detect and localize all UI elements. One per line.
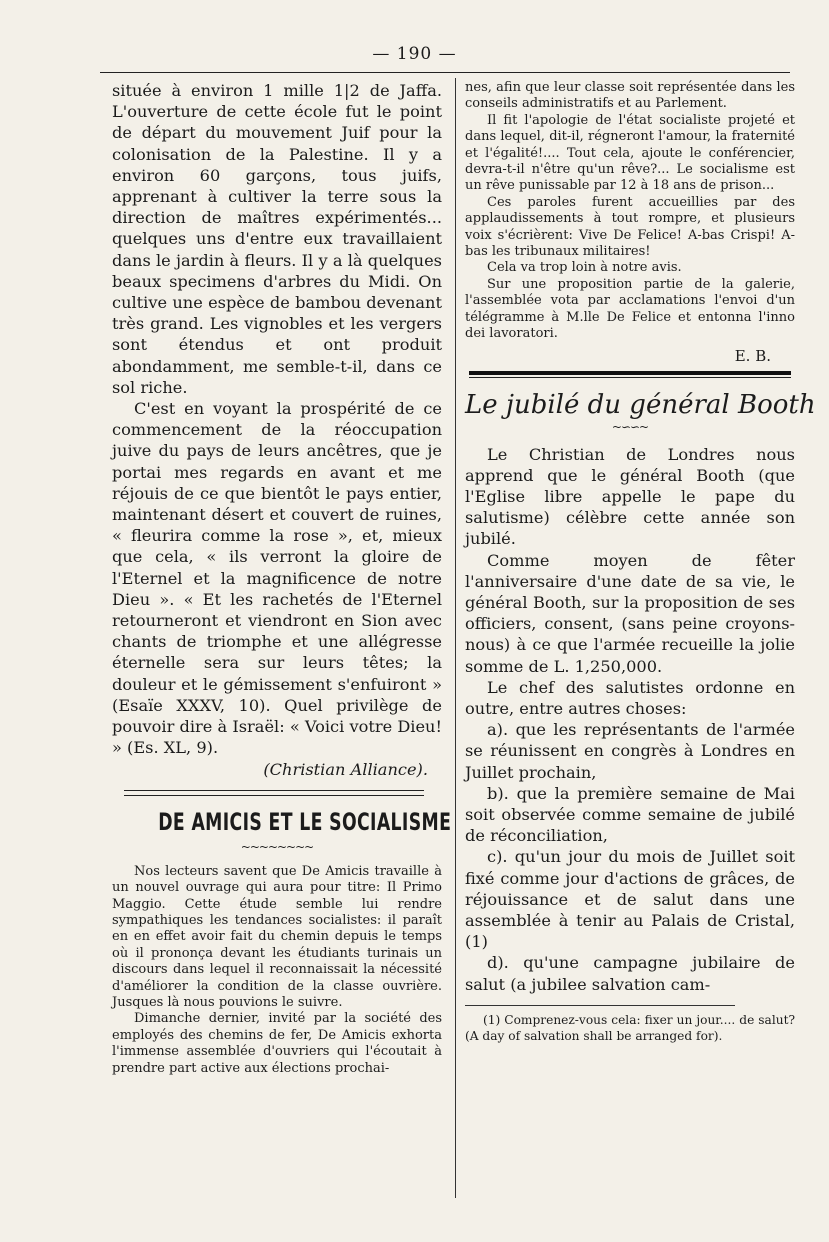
article2-paragraph: Dimanche dernier, invité par la société des employés des chemins de fer, De Amicis exhorta l'immense assemblée d'ouvriers qui l'écoutait à prendre part active aux élections prochai- bbox=[112, 1011, 442, 1076]
footnote-rule bbox=[465, 1005, 735, 1006]
title-ornament: ~~~~~~~~ bbox=[240, 839, 314, 854]
article3-title: Le jubilé du général Booth bbox=[465, 389, 816, 420]
article2-paragraph: Il fit l'apologie de l'état socialiste projeté et dans lequel, dit-il, régneront l'amour, la fraternité et l'égalité!.... Tout cela, ajoute le conférencier, devra-t-il n'être qu'un rêve?... Le socialisme est un rêve punissable par 12 à 18 ans de prison... bbox=[465, 112, 795, 194]
article2-paragraph: nes, afin que leur classe soit représentée dans les conseils administratifs et au Parlement. bbox=[465, 80, 795, 112]
article3-list-item: b). que la première semaine de Mai soit observée comme semaine de jubilé de réconciliation, bbox=[465, 783, 795, 846]
right-column bbox=[465, 80, 816, 1044]
article-separator bbox=[469, 377, 791, 378]
article-separator bbox=[469, 371, 791, 375]
left-column bbox=[112, 80, 452, 1077]
article3-list-item: a). que les représentants de l'armée se réunissent en congrès à Londres en Juillet prochain, bbox=[465, 720, 795, 782]
article2-paragraph: Nos lecteurs savent que De Amicis travaille à un nouvel ouvrage qui aura pour titre: Il Primo Maggio. Cette étude semble lui rendre sympathiques les tendances socialistes: il paraît en en effet avoir fait du chemin depuis le temps où il prononça devant les étudiants turinais un discours dans lequel il reconnaissait la nécessité d'améliorer la condition de la classe ouvrière. Jusques là nous pouvions le suivre. bbox=[112, 863, 442, 1010]
article3-list-item: c). qu'un jour du mois de Juillet soit fixé comme jour d'actions de grâces, de réjouissance et de salut dans une assemblée à tenir au Palais de Cristal, (1) bbox=[465, 847, 795, 952]
column-divider bbox=[455, 78, 456, 1198]
article2-paragraph: Sur une proposition partie de la galerie, l'assemblée vota par acclamations l'envoi d'un télégramme à M.lle De Felice et entonna l'inno dei lavoratori. bbox=[465, 276, 795, 342]
article3-list-item: d). qu'une campagne jubilaire de salut (a jubilee salvation cam- bbox=[465, 953, 795, 994]
article2-paragraph: Ces paroles furent accueillies par des applaudissements à tout rompre, et plusieurs voix s'écrièrent: Vive De Felice! A-bas Crispi! A-bas les tribunaux militaires! bbox=[465, 194, 795, 260]
header-rule bbox=[100, 72, 790, 73]
title-ornament: ~∽∽~ bbox=[611, 419, 649, 434]
article2-paragraph: Cela va trop loin à notre avis. bbox=[487, 260, 682, 276]
article3-paragraph: Le chef des salutistes ordonne en outre, entre autres choses: bbox=[465, 677, 795, 718]
article1-attribution: (Christian Alliance). bbox=[263, 759, 428, 779]
article1-paragraph: située à environ 1 mille 1|2 de Jaffa. L'ouverture de cette école fut le point de départ du mouvement Juif pour la colonisation de la Palestine. Il y a environ 60 garçons, tous juifs, apprenant à cultiver la terre sous la direction de maîtres expérimentés... quelques uns d'entre eux travaillaient dans le jardin à fleurs. Il y a là quelques beaux specimens d'arbres du Midi. On cultive une espèce de bambou devenant très grand. Les vignobles et les vergers sont étendus et ont produit abondamment, me semble-t-il, dans ce sol riche. bbox=[112, 81, 442, 397]
footnote: (1) Comprenez-vous cela: fixer un jour.... de salut? (A day of salvation shall be arranged for). bbox=[465, 1012, 795, 1043]
article3-paragraph: Comme moyen de fêter l'anniversaire d'une date de sa vie, le général Booth, sur la proposition de ses officiers, consent, (sans peine croyons-nous) à ce que l'armée recueille la jolie somme de L. 1,250,000. bbox=[465, 550, 795, 676]
article-separator bbox=[124, 790, 424, 796]
article3-paragraph: Le Christian de Londres nous apprend que le général Booth (que l'Eglise libre appelle le pape du salutisme) célèbre cette année son jubilé. bbox=[465, 444, 795, 549]
article2-signature: E. B. bbox=[734, 346, 771, 365]
section-title: DE AMICIS ET LE SOCIALISME bbox=[158, 807, 452, 836]
article1-paragraph: C'est en voyant la prospérité de ce commencement de la réoccupation juive du pays de leurs ancêtres, que je portai mes regards en avant et me réjouis de ce que bientôt le pays entier, maintenant désert et couvert de ruines, « fleurira comme la rose », et, mieux que cela, « ils verront la gloire de l'Eternel et la magnificence de notre Dieu ». « Et les rachetés de l'Eternel retourneront et viendront en Sion avec chants de triomphe et une allégresse éternelle sera sur leurs têtes; la douleur et le gémissement s'enfuiront » (Esaïe XXXV, 10). Quel privilège de pouvoir dire à Israël: « Voici votre Dieu! » (Es. XL, 9). bbox=[112, 399, 442, 758]
page-number: — 190 — bbox=[372, 44, 457, 64]
